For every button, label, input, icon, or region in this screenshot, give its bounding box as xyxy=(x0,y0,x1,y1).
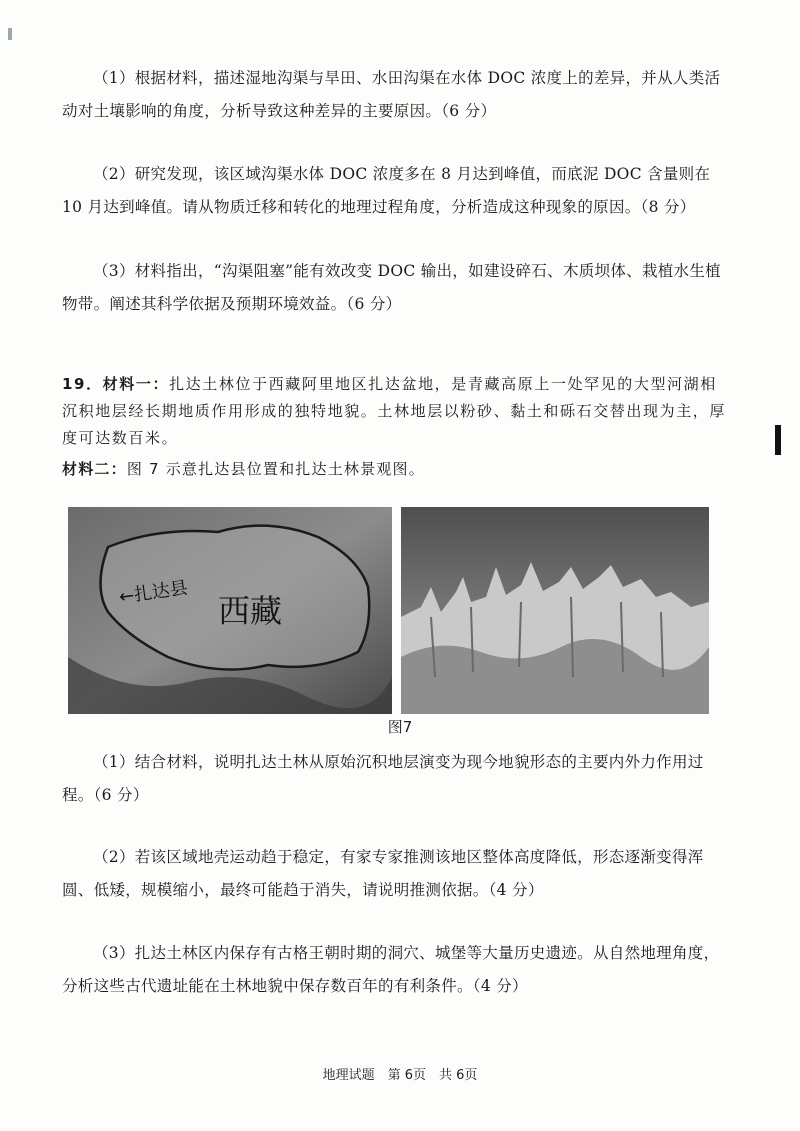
zada-earth-forest-photo xyxy=(401,507,709,714)
q18-part3: （3）材料指出，“沟渠阻塞”能有效改变 DOC 输出，如建设碎石、木质坝体、栽植水生植物带。阐述其科学依据及预期环境效益。（6 分） xyxy=(62,262,721,313)
q19-part3: （3）扎达土林区内保存有古格王朝时期的洞穴、城堡等大量历史遗迹。从自然地理角度，分析这些古代遗址能在土林地貌中保存数百年的有利条件。（4 分） xyxy=(62,944,720,995)
page-footer: 地理试题 第 6页 共 6页 xyxy=(322,1068,478,1083)
zada-location-map xyxy=(68,507,392,714)
map-label-tibet: 西藏 xyxy=(218,592,283,630)
map-label-zada: ←扎达县 xyxy=(117,577,190,608)
scan-artifact xyxy=(8,28,12,40)
q19-part2: （2）若该区域地壳运动趋于稳定，有家专家推测该地区整体高度降低，形态逐渐变得浑圆、低矮，规模缩小，最终可能趋于消失，请说明推测依据。（4 分） xyxy=(62,848,704,899)
margin-mark xyxy=(775,425,781,455)
figure-caption: 图7 xyxy=(387,718,413,736)
q19-material2 xyxy=(62,456,730,483)
q19-part1: （1）结合材料，说明扎达土林从原始沉积地层演变为现今地貌形态的主要内外力作用过程。（6 分） xyxy=(62,753,704,804)
q19-material2-text: 图 7 示意扎达县位置和扎达土林景观图。 xyxy=(126,460,425,478)
q19-material1-label: 19．材料一： xyxy=(62,375,170,393)
q18-part1: （1）根据材料，描述湿地沟渠与旱田、水田沟渠在水体 DOC 浓度上的差异，并从人类活动对土壤影响的角度，分析导致这种差异的主要原因。（6 分） xyxy=(62,69,721,120)
q19-material1-text: 扎达土林位于西藏阿里地区扎达盆地，是青藏高原上一处罕见的大型河湖相沉积地层经长期地质作用形成的独特地貌。土林地层以粉砂、黏土和砾石交替出现为主，厚度可达数百米。 xyxy=(62,375,727,447)
q19-material2-label: 材料二： xyxy=(62,460,127,478)
q18-part2: （2）研究发现，该区域沟渠水体 DOC 浓度多在 8 月达到峰值，而底泥 DOC 含量则在 10 月达到峰值。请从物质迁移和转化的地理过程角度，分析造成这种现象的原因。（8 分） xyxy=(62,165,711,216)
q19-material1 xyxy=(62,371,730,452)
